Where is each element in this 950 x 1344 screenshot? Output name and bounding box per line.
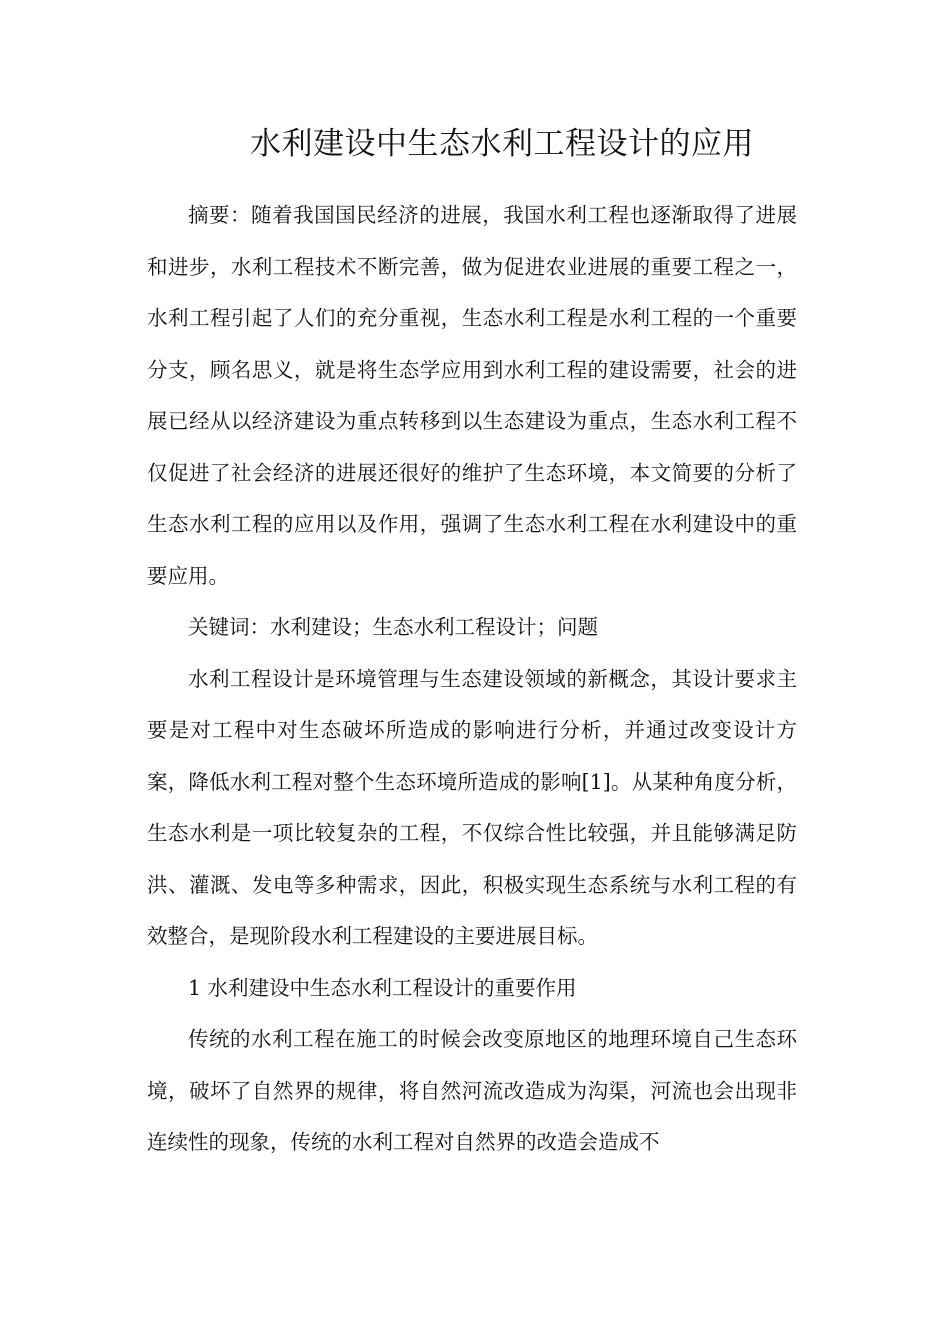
abstract-paragraph: 摘要：随着我国国民经济的进展，我国水利工程也逐渐取得了进展和进步，水利工程技术不断完善，做为促进农业进展的重要工程之一，水利工程引起了人们的充分重视，生态水利工程是水利工程的一个重要分支，顾名思义，就是将生态学应用到水利工程的建设需要，社会的进展已经从以经济建设为重点转移到以生态建设为重点，生态水利工程不仅促进了社会经济的进展还很好的维护了生态环境，本文简要的分析了生态水利工程的应用以及作用，强调了生态水利工程在水利建设中的重要应用。: [147, 203, 797, 588]
document-title: 水利建设中生态水利工程设计的应用: [250, 126, 754, 162]
section-paragraph: 传统的水利工程在施工的时候会改变原地区的地理环境自己生态环境，破坏了自然界的规律，将自然河流改造成为沟渠，河流也会出现非连续性的现象，传统的水利工程对自然界的改造会造成不: [147, 1027, 797, 1154]
keywords-paragraph: 关键词：水利建设；生态水利工程设计；问题: [188, 615, 598, 639]
document-body: [147, 190, 797, 1169]
section-heading: 1 水利建设中生态水利工程设计的重要作用: [188, 975, 577, 1000]
intro-paragraph: 水利工程设计是环境管理与生态建设领域的新概念，其设计要求主要是对工程中对生态破坏所造成的影响进行分析，并通过改变设计方案，降低水利工程对整个生态环境所造成的影响[1]。从某种角度分析，生态水利是一项比较复杂的工程，不仅综合性比较强，并且能够满足防洪、灌溉、发电等多种需求，因此，积极实现生态系统与水利工程的有效整合，是现阶段水利工程建设的主要进展目标。: [147, 666, 797, 948]
